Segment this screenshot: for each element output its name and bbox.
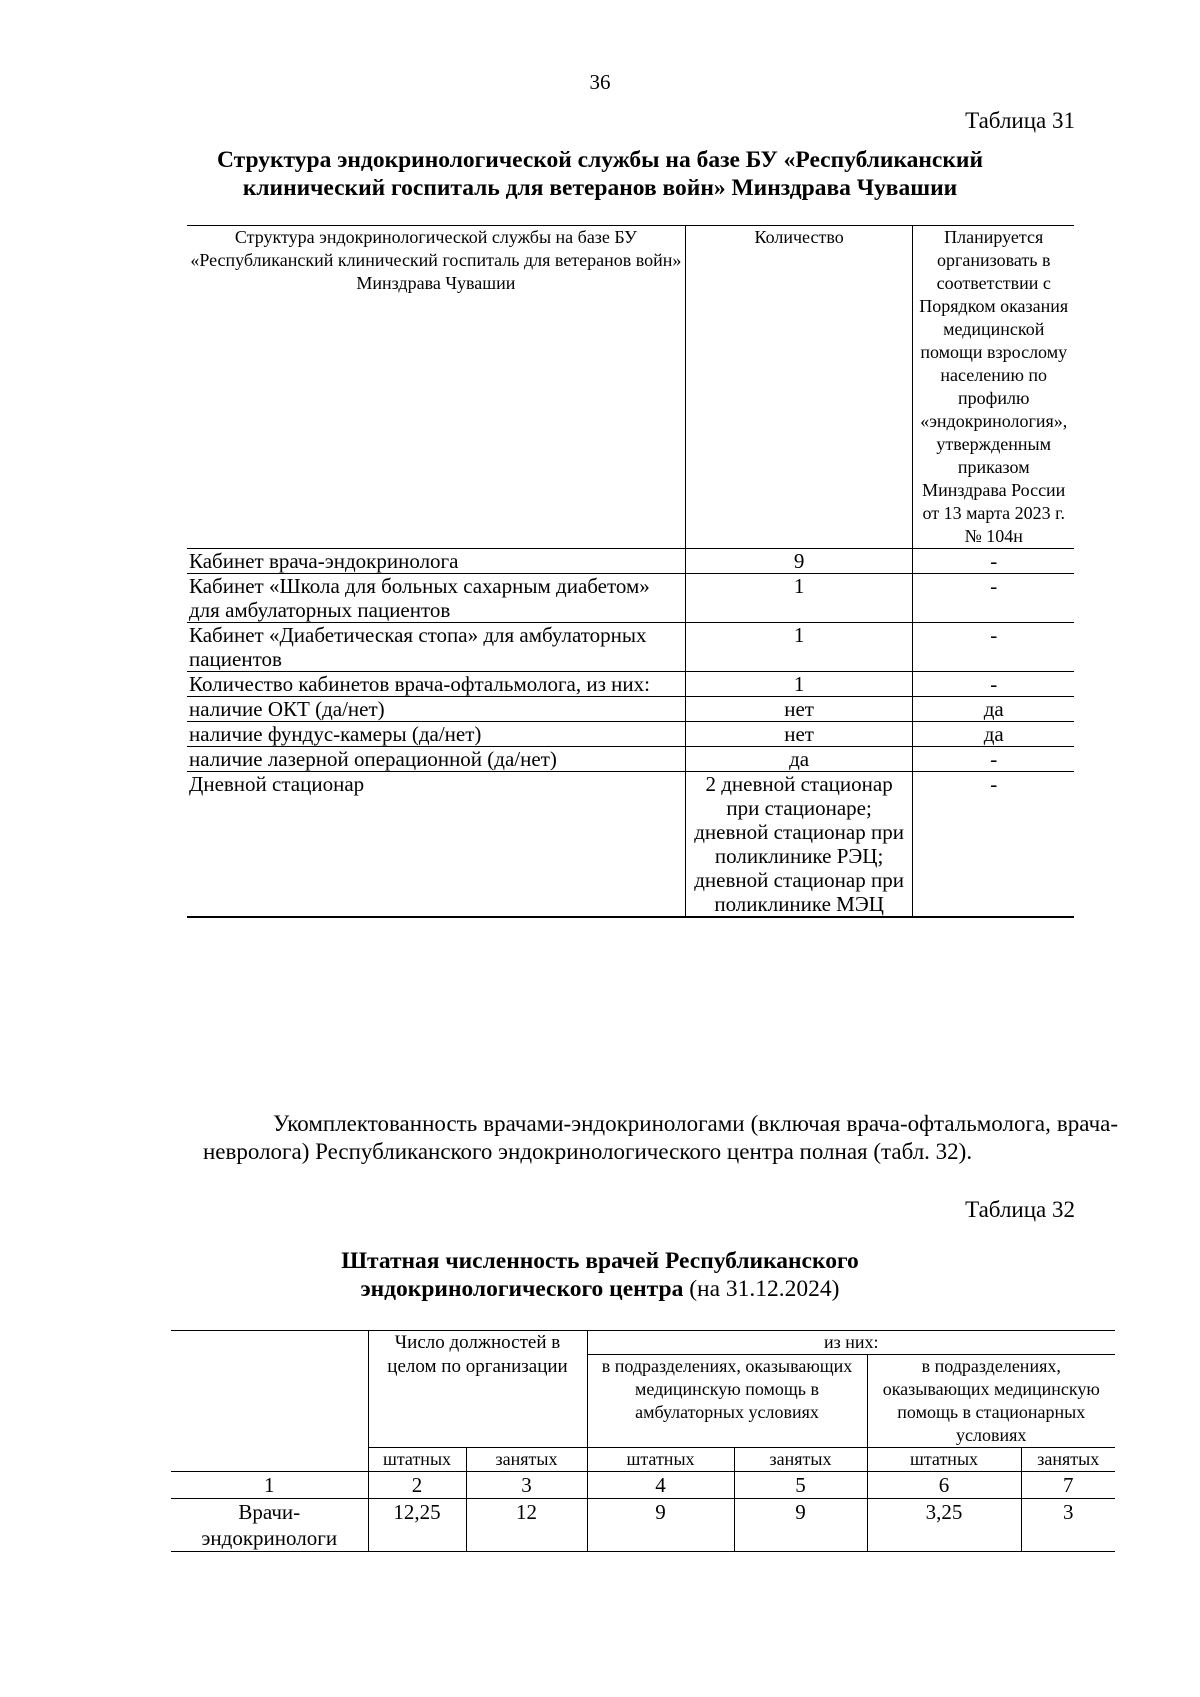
row-planned: - — [913, 672, 1074, 697]
table-31-title-line-1: Структура эндокринологической службы на базе БУ «Республиканский — [217, 147, 983, 173]
header-quantity: Количество — [685, 226, 913, 549]
row-planned: да — [913, 722, 1074, 747]
body-paragraph: Укомплектованность врачами-эндокринологами (включая врача-офтальмолога, врача-невролога) Республиканского эндокринологического центра полная (табл. 32). — [203, 1111, 1118, 1164]
table-row — [187, 772, 1074, 918]
table-header-row — [187, 226, 1074, 549]
col-number: 2 — [368, 1472, 466, 1499]
row-value: 12 — [466, 1499, 587, 1552]
header-total: Число должностей в целом по организации — [368, 1331, 587, 1448]
table-row — [187, 747, 1074, 772]
row-quantity: 1 — [685, 574, 913, 623]
row-quantity: 1 — [685, 623, 913, 672]
table-row — [187, 697, 1074, 722]
row-quantity: 2 дневной стационар при стационаре; дневной стационар при поликлинике РЭЦ; дневной стационар при поликлинике МЭЦ — [685, 772, 913, 918]
table-32-label: Таблица 32 — [965, 1197, 1075, 1222]
table-31-title-line-2: клинический госпиталь для ветеранов войн» Минздрава Чувашии — [242, 175, 958, 201]
row-name: Дневной стационар — [187, 772, 685, 918]
table-row — [171, 1499, 1115, 1552]
row-value: 9 — [587, 1499, 734, 1552]
row-value: 12,25 — [368, 1499, 466, 1552]
table-32 — [171, 1330, 1115, 1552]
row-value: 3 — [1021, 1499, 1115, 1552]
col-number: 1 — [171, 1472, 368, 1499]
row-planned: - — [913, 623, 1074, 672]
table-row — [187, 722, 1074, 747]
row-name: наличие фундус-камеры (да/нет) — [187, 722, 685, 747]
row-name: Кабинет врача-эндокринолога — [187, 549, 685, 574]
header-structure: Структура эндокринологической службы на базе БУ «Республиканский клинический госпиталь для ветеранов войн» Минздрава Чувашии — [187, 226, 685, 549]
row-planned: - — [913, 549, 1074, 574]
sub-staff: штатных — [368, 1448, 466, 1472]
table-32-title-line-1: Штатная численность врачей Республиканского — [341, 1248, 859, 1274]
table-32-title-bold: эндокринологического центра — [360, 1276, 684, 1302]
row-planned: - — [913, 574, 1074, 623]
sub-staff: штатных — [867, 1448, 1021, 1472]
row-name: Кабинет «Диабетическая стопа» для амбулаторных пациентов — [187, 623, 685, 672]
col-number: 4 — [587, 1472, 734, 1499]
row-name: наличие лазерной операционной (да/нет) — [187, 747, 685, 772]
row-quantity: 1 — [685, 672, 913, 697]
row-quantity: нет — [685, 697, 913, 722]
row-name: Количество кабинетов врача-офтальмолога, из них: — [187, 672, 685, 697]
table-32-title — [0, 1247, 1200, 1303]
table-row — [187, 672, 1074, 697]
header-inpatient: в подразделениях, оказывающих медицинскую помощь в стационарных условиях — [867, 1355, 1115, 1448]
table-header-row — [171, 1331, 1115, 1355]
col-number: 5 — [734, 1472, 867, 1499]
row-planned: - — [913, 747, 1074, 772]
table-row — [187, 574, 1074, 623]
sub-staff: штатных — [587, 1448, 734, 1472]
table-31-title — [0, 146, 1200, 202]
sub-occupied: занятых — [466, 1448, 587, 1472]
header-of-which: из них: — [587, 1331, 1115, 1355]
sub-occupied: занятых — [1021, 1448, 1115, 1472]
row-name: Кабинет «Школа для больных сахарным диабетом» для амбулаторных пациентов — [187, 574, 685, 623]
table-32-title-date: (на 31.12.2024) — [683, 1276, 840, 1302]
page-number: 36 — [589, 70, 611, 94]
table-row — [187, 549, 1074, 574]
row-label: Врачи-эндокринологи — [171, 1499, 368, 1552]
column-number-row — [171, 1472, 1115, 1499]
row-quantity: нет — [685, 722, 913, 747]
table-31 — [187, 225, 1074, 918]
row-name: наличие ОКТ (да/нет) — [187, 697, 685, 722]
col-number: 6 — [867, 1472, 1021, 1499]
header-outpatient: в подразделениях, оказывающих медицинскую помощь в амбулаторных условиях — [587, 1355, 867, 1448]
col-number: 3 — [466, 1472, 587, 1499]
header-planned: Планируется организовать в соответствии с Порядком оказания медицинской помощи взрослому населению по профилю «эндокринология», утвержденным приказом Минздрава России от 13 марта 2023 г. № 104н — [913, 226, 1074, 549]
sub-occupied: занятых — [734, 1448, 867, 1472]
table-row — [187, 623, 1074, 672]
row-value: 3,25 — [867, 1499, 1021, 1552]
row-planned: да — [913, 697, 1074, 722]
row-planned: - — [913, 772, 1074, 918]
row-value: 9 — [734, 1499, 867, 1552]
table-31-label: Таблица 31 — [965, 108, 1075, 133]
row-quantity: 9 — [685, 549, 913, 574]
row-quantity: да — [685, 747, 913, 772]
table-32-title-line-2 — [0, 1275, 1200, 1303]
col-number: 7 — [1021, 1472, 1115, 1499]
header-empty — [171, 1331, 368, 1472]
